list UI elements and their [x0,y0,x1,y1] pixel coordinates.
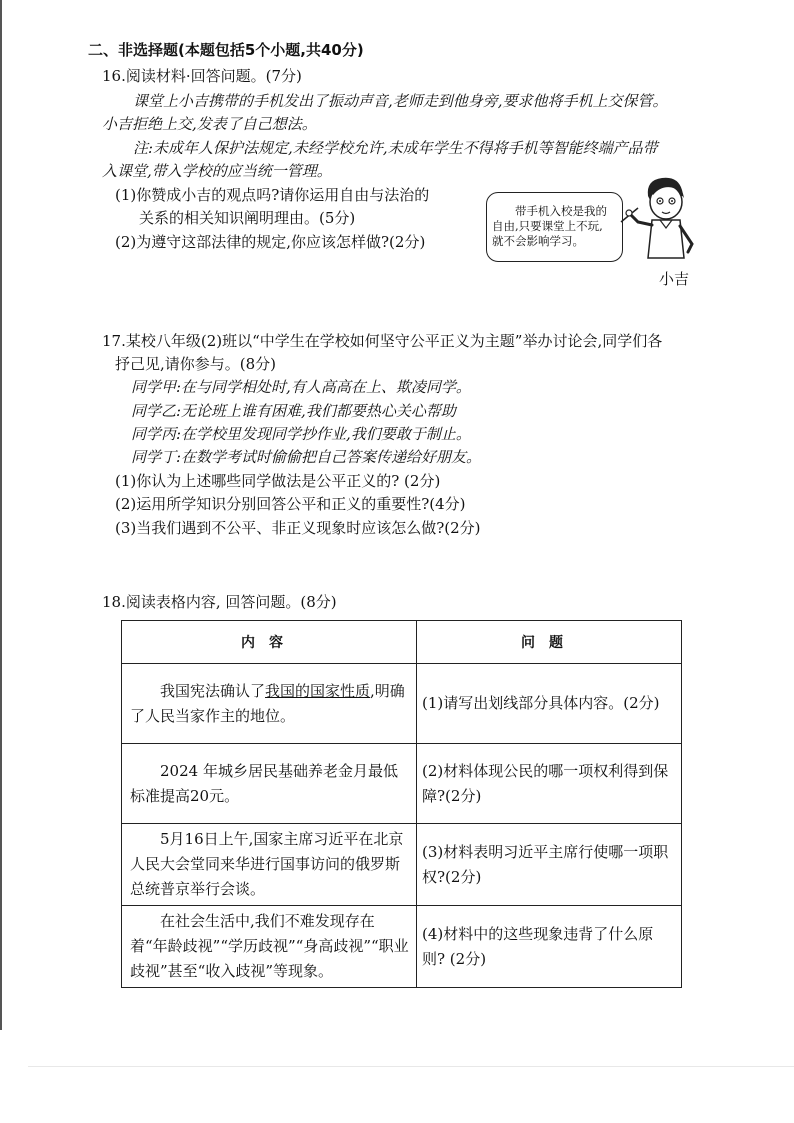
page-bottom-edge [28,1066,794,1067]
header-content: 内容 [122,621,417,664]
q17-sub-question-1: (1)你认为上述哪些同学做法是公平正义的? (2分) [115,472,441,490]
section-title: 二、非选择题(本题包括5个小题,共40分) [88,41,364,59]
q17-student-a: 同学甲:在与同学相处时,有人高高在上、欺凌同学。 [131,378,471,396]
q16-title: 16.阅读材料·回答问题。(7分) [102,67,302,85]
q17-student-d: 同学丁:在数学考试时偷偷把自己答案传递给好朋友。 [131,448,482,466]
table-row [122,824,682,906]
speech-bubble-line-3: 就不会影响学习。 [492,234,584,248]
q17-sub-question-2: (2)运用所学知识分别回答公平和正义的重要性?(4分) [115,495,466,513]
table-row [122,664,682,744]
student-illustration [612,170,704,270]
q16-note-line-1: 注:未成年人保护法规定,未经学校允许,未成年学生不得将手机等智能终端产品带 [133,139,658,157]
character-name: 小吉 [659,270,690,288]
q17-student-c: 同学丙:在学校里发现同学抄作业,我们要敢于制止。 [131,425,471,443]
table-row [122,906,682,988]
q17-title-line-1: 17.某校八年级(2)班以“中学生在学校如何坚守公平正义为主题”举办讨论会,同学们各 [102,332,663,350]
row-4-content: 在社会生活中,我们不难发现存在着“年龄歧视”“学历歧视”“身高歧视”“职业歧视”甚至“收入歧视”等现象。 [122,906,417,988]
table-header-row [122,621,682,664]
row-3-content: 5月16日上午,国家主席习近平在北京人民大会堂同来华进行国事访问的俄罗斯总统普京举行会谈。 [122,824,417,906]
q17-title-line-2: 抒己见,请你参与。(8分) [115,355,277,373]
row-4-question: (4)材料中的这些现象违背了什么原则? (2分) [417,906,682,988]
q17-student-b: 同学乙:无论班上谁有困难,我们都要热心关心帮助 [131,402,456,420]
page-left-edge [0,0,2,1030]
q18-title: 18.阅读表格内容, 回答问题。(8分) [102,593,337,611]
q16-note-line-2: 入课堂,带入学校的应当统一管理。 [102,162,332,180]
q18-material-table [121,620,682,988]
row-3-question: (3)材料表明习近平主席行使哪一项职权?(2分) [417,824,682,906]
q16-sub-question-1-line-1: (1)你赞成小吉的观点吗?请你运用自由与法治的 [115,186,430,204]
underlined-phrase: 我国的国家性质 [265,681,371,700]
q16-sub-question-1-line-2: 关系的相关知识阐明理由。(5分) [139,209,356,227]
row-1-content: 我国宪法确认了我国的国家性质,明确了人民当家作主的地位。 [122,664,417,744]
q17-sub-question-3: (3)当我们遇到不公平、非正义现象时应该怎么做?(2分) [115,519,481,537]
q16-sub-question-2: (2)为遵守这部法律的规定,你应该怎样做?(2分) [115,233,426,251]
speech-bubble-line-2: 自由,只要课堂上不玩, [492,219,603,233]
q16-material-line-2: 小吉拒绝上交,发表了自己想法。 [102,115,317,133]
table-row [122,744,682,824]
row-2-question: (2)材料体现公民的哪一项权利得到保障?(2分) [417,744,682,824]
row-1-question: (1)请写出划线部分具体内容。(2分) [417,664,682,744]
q16-material-line-1: 课堂上小吉携带的手机发出了振动声音,老师走到他身旁,要求他将手机上交保管。 [133,92,668,110]
header-question: 问题 [417,621,682,664]
row-2-content: 2024 年城乡居民基础养老金月最低标准提高20元。 [122,744,417,824]
speech-bubble-line-1: 带手机入校是我的 [515,204,607,218]
